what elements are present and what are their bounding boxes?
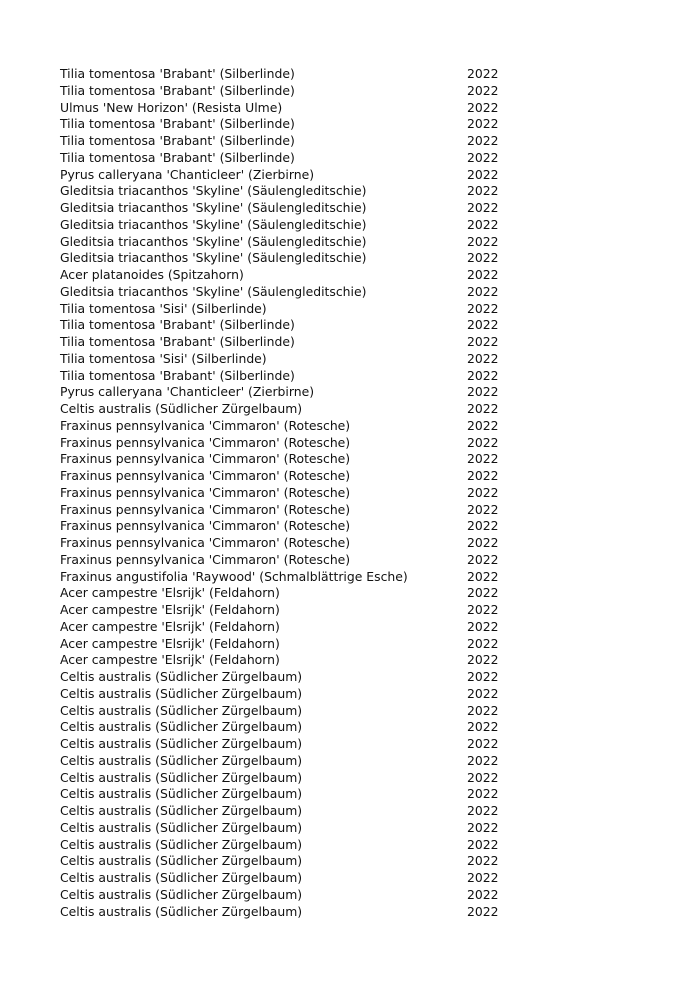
tree-species-cell: Celtis australis (Südlicher Zürgelbaum) [60, 853, 303, 869]
table-row [60, 234, 500, 251]
tree-species-cell: Celtis australis (Südlicher Zürgelbaum) [60, 819, 303, 835]
year-cell: 2022 [467, 250, 499, 266]
year-cell: 2022 [467, 99, 499, 115]
year-cell: 2022 [467, 216, 499, 232]
tree-species-cell: Acer campestre 'Elsrijk' (Feldahorn) [60, 635, 280, 651]
table-row [60, 83, 500, 100]
year-cell: 2022 [467, 116, 499, 132]
table-row [60, 200, 500, 217]
table-row [60, 183, 500, 200]
year-cell: 2022 [467, 451, 499, 467]
year-cell: 2022 [467, 166, 499, 182]
table-row [60, 267, 500, 284]
table-row [60, 887, 500, 904]
year-cell: 2022 [467, 836, 499, 852]
year-cell: 2022 [467, 283, 499, 299]
tree-species-cell: Ulmus 'New Horizon' (Resista Ulme) [60, 99, 283, 115]
year-cell: 2022 [467, 702, 499, 718]
year-cell: 2022 [467, 618, 499, 634]
year-cell: 2022 [467, 568, 499, 584]
table-row [60, 686, 500, 703]
year-cell: 2022 [467, 652, 499, 668]
tree-species-cell: Celtis australis (Südlicher Zürgelbaum) [60, 736, 303, 751]
table-row [60, 602, 500, 619]
tree-species-cell: Celtis australis (Südlicher Zürgelbaum) [60, 903, 303, 919]
tree-species-cell: Fraxinus pennsylvanica 'Cimmaron' (Rotesche) [60, 518, 351, 534]
year-cell: 2022 [467, 736, 499, 751]
table-row [60, 301, 500, 318]
tree-species-cell: Tilia tomentosa 'Sisi' (Silberlinde) [60, 300, 267, 316]
table-row [60, 167, 500, 184]
table-row [60, 485, 500, 502]
tree-species-cell: Tilia tomentosa 'Brabant' (Silberlinde) [60, 317, 295, 333]
tree-species-cell: Celtis australis (Südlicher Zürgelbaum) [60, 401, 303, 416]
year-cell: 2022 [467, 803, 499, 818]
tree-species-cell: Acer campestre 'Elsrijk' (Feldahorn) [60, 602, 280, 617]
year-cell: 2022 [467, 669, 499, 684]
year-cell: 2022 [467, 719, 499, 735]
tree-species-cell: Fraxinus pennsylvanica 'Cimmaron' (Rotesche) [60, 551, 351, 567]
table-row [60, 468, 500, 485]
tree-species-cell: Celtis australis (Südlicher Zürgelbaum) [60, 669, 303, 684]
year-cell: 2022 [467, 484, 499, 500]
year-cell: 2022 [467, 501, 499, 517]
tree-species-cell: Tilia tomentosa 'Brabant' (Silberlinde) [60, 133, 295, 148]
tree-species-cell: Celtis australis (Südlicher Zürgelbaum) [60, 836, 303, 852]
tree-species-cell: Fraxinus pennsylvanica 'Cimmaron' (Rotesche) [60, 484, 351, 500]
tree-species-cell: Fraxinus pennsylvanica 'Cimmaron' (Rotesche) [60, 434, 351, 450]
table-row [60, 317, 500, 334]
table-row [60, 518, 500, 535]
table-row [60, 652, 500, 669]
tree-species-cell: Gleditsia triacanthos 'Skyline' (Säulengleditschie) [60, 283, 367, 299]
tree-species-cell: Fraxinus pennsylvanica 'Cimmaron' (Rotesche) [60, 451, 351, 467]
year-cell: 2022 [467, 585, 499, 601]
table-row [60, 786, 500, 803]
tree-species-cell: Gleditsia triacanthos 'Skyline' (Säulengleditschie) [60, 200, 367, 215]
tree-species-cell: Fraxinus pennsylvanica 'Cimmaron' (Rotesche) [60, 468, 351, 483]
table-row [60, 585, 500, 602]
year-cell: 2022 [467, 82, 499, 98]
table-row [60, 535, 500, 552]
table-row [60, 870, 500, 887]
table-row [60, 401, 500, 418]
table-row [60, 284, 500, 301]
year-cell: 2022 [467, 819, 499, 835]
year-cell: 2022 [467, 853, 499, 869]
tree-species-cell: Celtis australis (Südlicher Zürgelbaum) [60, 752, 303, 768]
table-row [60, 569, 500, 586]
tree-species-cell: Tilia tomentosa 'Brabant' (Silberlinde) [60, 367, 295, 383]
tree-species-cell: Acer campestre 'Elsrijk' (Feldahorn) [60, 585, 280, 601]
year-cell: 2022 [467, 870, 499, 885]
year-cell: 2022 [467, 183, 499, 199]
tree-species-cell: Acer platanoides (Spitzahorn) [60, 267, 244, 282]
year-cell: 2022 [467, 535, 499, 550]
year-cell: 2022 [467, 200, 499, 215]
tree-species-cell: Tilia tomentosa 'Sisi' (Silberlinde) [60, 350, 267, 366]
table-row [60, 384, 500, 401]
tree-species-cell: Fraxinus pennsylvanica 'Cimmaron' (Rotesche) [60, 417, 351, 433]
table-row [60, 418, 500, 435]
year-cell: 2022 [467, 417, 499, 433]
year-cell: 2022 [467, 786, 499, 802]
year-cell: 2022 [467, 267, 499, 282]
table-row [60, 636, 500, 653]
tree-species-cell: Celtis australis (Südlicher Zürgelbaum) [60, 870, 303, 885]
table-row [60, 904, 500, 921]
table-row [60, 837, 500, 854]
year-cell: 2022 [467, 350, 499, 366]
tree-species-cell: Celtis australis (Südlicher Zürgelbaum) [60, 886, 303, 902]
tree-species-cell: Celtis australis (Südlicher Zürgelbaum) [60, 803, 303, 818]
table-row [60, 451, 500, 468]
table-row [60, 552, 500, 569]
tree-species-cell: Gleditsia triacanthos 'Skyline' (Säulengleditschie) [60, 216, 367, 232]
year-cell: 2022 [467, 334, 499, 349]
tree-species-cell: Tilia tomentosa 'Brabant' (Silberlinde) [60, 334, 295, 349]
table-row [60, 100, 500, 117]
tree-species-cell: Pyrus calleryana 'Chanticleer' (Zierbirne) [60, 166, 315, 182]
tree-species-cell: Gleditsia triacanthos 'Skyline' (Säulengleditschie) [60, 250, 367, 266]
table-row [60, 853, 500, 870]
table-row [60, 368, 500, 385]
year-cell: 2022 [467, 367, 499, 383]
tree-list [60, 66, 500, 920]
tree-species-cell: Celtis australis (Südlicher Zürgelbaum) [60, 786, 303, 802]
tree-species-cell: Celtis australis (Südlicher Zürgelbaum) [60, 719, 303, 735]
year-cell: 2022 [467, 66, 499, 81]
table-row [60, 703, 500, 720]
table-row [60, 820, 500, 837]
tree-species-cell: Acer campestre 'Elsrijk' (Feldahorn) [60, 652, 280, 668]
year-cell: 2022 [467, 685, 499, 701]
table-row [60, 669, 500, 686]
table-row [60, 133, 500, 150]
year-cell: 2022 [467, 518, 499, 534]
tree-species-cell: Fraxinus pennsylvanica 'Cimmaron' (Rotesche) [60, 501, 351, 517]
tree-species-cell: Celtis australis (Südlicher Zürgelbaum) [60, 685, 303, 701]
tree-species-cell: Gleditsia triacanthos 'Skyline' (Säulengleditschie) [60, 183, 367, 199]
table-row [60, 150, 500, 167]
tree-species-cell: Celtis australis (Südlicher Zürgelbaum) [60, 702, 303, 718]
year-cell: 2022 [467, 752, 499, 768]
table-row [60, 334, 500, 351]
table-row [60, 803, 500, 820]
table-row [60, 770, 500, 787]
tree-species-cell: Tilia tomentosa 'Brabant' (Silberlinde) [60, 82, 295, 98]
tree-species-cell: Tilia tomentosa 'Brabant' (Silberlinde) [60, 66, 295, 81]
year-cell: 2022 [467, 401, 499, 416]
table-row [60, 66, 500, 83]
year-cell: 2022 [467, 300, 499, 316]
year-cell: 2022 [467, 635, 499, 651]
table-row [60, 719, 500, 736]
year-cell: 2022 [467, 468, 499, 483]
year-cell: 2022 [467, 149, 499, 165]
table-row [60, 217, 500, 234]
tree-species-cell: Fraxinus pennsylvanica 'Cimmaron' (Rotesche) [60, 535, 351, 550]
year-cell: 2022 [467, 903, 499, 919]
year-cell: 2022 [467, 384, 499, 400]
year-cell: 2022 [467, 133, 499, 148]
tree-species-cell: Fraxinus angustifolia 'Raywood' (Schmalblättrige Esche) [60, 568, 408, 584]
table-row [60, 753, 500, 770]
table-row [60, 116, 500, 133]
year-cell: 2022 [467, 602, 499, 617]
year-cell: 2022 [467, 233, 499, 249]
table-row [60, 435, 500, 452]
year-cell: 2022 [467, 434, 499, 450]
year-cell: 2022 [467, 317, 499, 333]
table-row [60, 619, 500, 636]
table-row [60, 736, 500, 753]
tree-species-cell: Pyrus calleryana 'Chanticleer' (Zierbirne) [60, 384, 315, 400]
tree-species-cell: Acer campestre 'Elsrijk' (Feldahorn) [60, 618, 280, 634]
year-cell: 2022 [467, 886, 499, 902]
tree-species-cell: Tilia tomentosa 'Brabant' (Silberlinde) [60, 116, 295, 132]
year-cell: 2022 [467, 551, 499, 567]
year-cell: 2022 [467, 769, 499, 785]
tree-species-cell: Tilia tomentosa 'Brabant' (Silberlinde) [60, 149, 295, 165]
table-row [60, 502, 500, 519]
table-row [60, 351, 500, 368]
tree-species-cell: Gleditsia triacanthos 'Skyline' (Säulengleditschie) [60, 233, 367, 249]
tree-species-cell: Celtis australis (Südlicher Zürgelbaum) [60, 769, 303, 785]
table-row [60, 250, 500, 267]
